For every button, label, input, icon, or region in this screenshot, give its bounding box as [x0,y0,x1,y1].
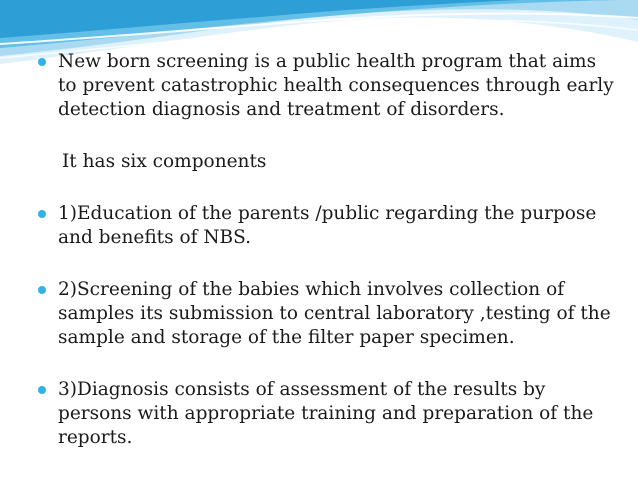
slide-content [38,50,618,478]
subheading-text: It has six components [62,151,267,172]
bullet-item [38,202,618,250]
subheading-item [38,150,618,174]
bullet-text: 2)Screening of the babies which involves collection of samples its submission to central laboratory ,testing of the sample and storage of the filter paper specimen. [58,279,611,348]
bullet-item [38,378,618,450]
bullet-dot-icon [38,58,46,66]
bullet-dot-icon [38,286,46,294]
bullet-item [38,278,618,350]
bullet-text: 1)Education of the parents /public regarding the purpose and benefits of NBS. [58,203,597,248]
bullet-dot-icon [38,210,46,218]
bullet-dot-icon [38,386,46,394]
bullet-text: New born screening is a public health program that aims to prevent catastrophic health consequences through early detection diagnosis and treatment of disorders. [58,51,614,120]
bullet-item [38,50,618,122]
bullet-text: 3)Diagnosis consists of assessment of the results by persons with appropriate training and preparation of the reports. [58,379,594,448]
